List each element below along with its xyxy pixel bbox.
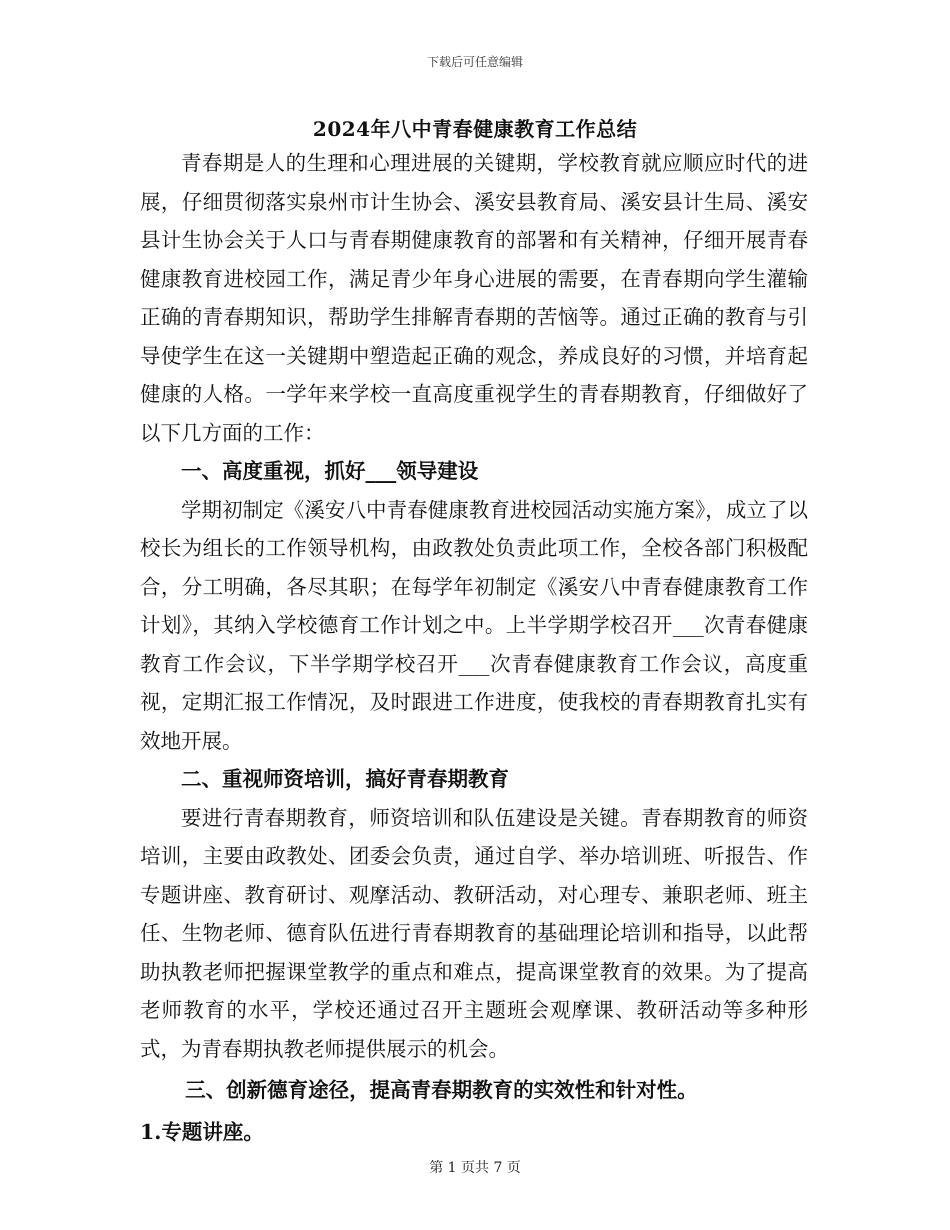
subsection-1-heading: 1.专题讲座。 [140, 1119, 264, 1144]
intro-paragraph: 青春期是人的生理和心理进展的关键期，学校教育就应顺应时代的进展，仔细贯彻落实泉州市计生协会、溪安县教育局、溪安县计生局、溪安县计生协会关于人口与青春期健康教育的部署和有关精神，仔细开展青春健康教育进校园工作，满足青少年身心进展的需要，在青春期向学生灌输正确的青春期知识，帮助学生排解青春期的苦恼等。通过正确的教育与引导使学生在这一关键期中塑造起正确的观念，养成良好的习惯，并培育起健康的人格。一学年来学校一直高度重视学生的青春期教育，仔细做好了以下几方面的工作： [140, 151, 808, 445]
header-note: 下载后可任意编辑 [426, 55, 523, 69]
section-1-paragraph: 学期初制定《溪安八中青春健康教育进校园活动实施方案》，成立了以校长为组长的工作领导机构，由政教处负责此项工作，全校各部门积极配合，分工明确，各尽其职；在每学年初制定《溪安八中青春健康教育工作计划》，其纳入学校德育工作计划之中。上半学期学校召开___次青春健康教育工作会议，下半学期学校召开___次青春健康教育工作会议，高度重视，定期汇报工作情况，及时跟进工作进度，使我校的青春期教育扎实有效地开展。 [140, 497, 808, 753]
section-2-paragraph: 要进行青春期教育，师资培训和队伍建设是关键。青春期教育的师资培训，主要由政教处、团委会负责，通过自学、举办培训班、听报告、作专题讲座、教育研讨、观摩活动、教研活动，对心理专、兼职老师、班主任、生物老师、德育队伍进行青春期教育的基础理论培训和指导，以此帮助执教老师把握课堂教学的重点和难点，提高课堂教育的效果。为了提高老师教育的水平，学校还通过召开主题班会观摩课、教研活动等多种形式，为青春期执教老师提供展示的机会。 [140, 805, 808, 1061]
page-indicator: 第 1 页共 7 页 [429, 1160, 521, 1176]
document-body [140, 144, 808, 1151]
section-2-heading: 二、重视师资培训，搞好青春期教育 [181, 767, 509, 791]
document-title: 2024年八中青春健康教育工作总结 [312, 117, 638, 141]
section-3-heading: 三、创新德育途径，提高青春期教育的实效性和针对性。 [185, 1078, 698, 1102]
section-1-heading: 一、高度重视，抓好___领导建设 [181, 459, 479, 483]
